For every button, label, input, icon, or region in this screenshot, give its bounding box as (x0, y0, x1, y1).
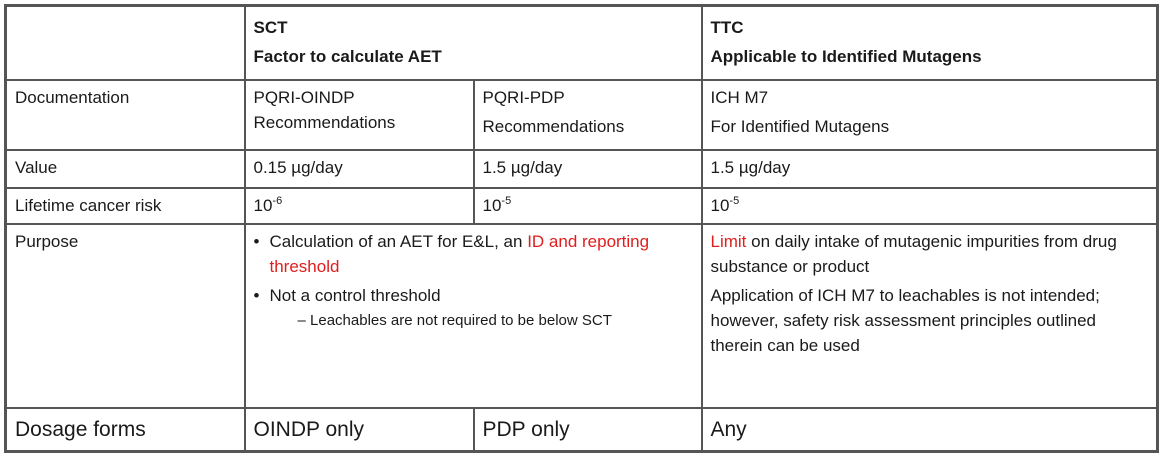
risk-pdp-base: 10 (482, 195, 502, 215)
dosage-row (6, 408, 1158, 452)
value-label: Value (6, 150, 245, 188)
purpose-sct-cell (245, 224, 702, 408)
risk-ttc-base: 10 (710, 195, 730, 215)
dosage-pdp: PDP only (474, 408, 702, 452)
purpose-sct-bullet-2 (254, 283, 693, 308)
risk-pdp-cell (474, 188, 702, 224)
documentation-pdp-line2: Recommendations (482, 116, 625, 136)
purpose-ttc-para-1-text: on daily intake of mutagenic impurities from drug substance or product (710, 231, 1117, 276)
value-ttc: 1.5 µg/day (702, 150, 1158, 188)
comparison-table (4, 4, 1159, 453)
dosage-label: Dosage forms (6, 408, 245, 452)
purpose-sct-bullet-1-text: Calculation of an AET for E&L, an (269, 231, 528, 251)
value-row (6, 150, 1158, 188)
documentation-ttc-line2: For Identified Mutagens (710, 116, 890, 136)
value-oindp: 0.15 µg/day (245, 150, 474, 188)
purpose-ttc-para-2: Application of ICH M7 to leachables is not intended; however, safety risk assessment principles outlined therein can be used (710, 285, 1100, 355)
purpose-sct-bullet-1 (254, 229, 693, 279)
purpose-sct-bullet-2-text: Not a control threshold (269, 285, 441, 305)
purpose-row (6, 224, 1158, 408)
dosage-oindp: OINDP only (245, 408, 474, 452)
dosage-ttc: Any (702, 408, 1158, 452)
risk-oindp-exponent: -6 (272, 194, 283, 207)
sct-title: SCT (253, 18, 288, 37)
ttc-title: TTC (710, 18, 744, 37)
ttc-subtitle: Applicable to Identified Mutagens (710, 47, 982, 66)
documentation-ttc-cell (702, 80, 1158, 150)
documentation-oindp-line1: PQRI-OINDP (253, 87, 355, 107)
purpose-ttc-para-1 (711, 229, 1149, 279)
purpose-sct-bullet-1-highlight: ID and reporting threshold (269, 231, 650, 276)
header-row (6, 6, 1158, 80)
documentation-label: Documentation (6, 80, 245, 150)
header-empty-cell (6, 6, 245, 80)
sct-header-cell (245, 6, 702, 80)
value-pdp: 1.5 µg/day (474, 150, 702, 188)
purpose-ttc-cell (702, 224, 1158, 408)
risk-label: Lifetime cancer risk (6, 188, 245, 224)
documentation-ttc-line1: ICH M7 (710, 87, 769, 107)
purpose-ttc-highlight: Limit (710, 231, 747, 251)
ttc-header-cell (702, 6, 1158, 80)
documentation-row (6, 80, 1158, 150)
documentation-oindp-line2: Recommendations (253, 112, 396, 132)
bullet-symbol: • (253, 231, 260, 251)
risk-ttc-cell (702, 188, 1158, 224)
documentation-pdp-cell (474, 80, 702, 150)
risk-oindp-cell (245, 188, 474, 224)
risk-ttc-exponent: -5 (729, 194, 740, 207)
sct-subtitle: Factor to calculate AET (253, 47, 442, 66)
bullet-symbol: • (253, 285, 260, 305)
risk-oindp-base: 10 (253, 195, 273, 215)
documentation-oindp-cell (245, 80, 474, 150)
risk-pdp-exponent: -5 (501, 194, 512, 207)
risk-row (6, 188, 1158, 224)
documentation-pdp-line1: PQRI-PDP (482, 87, 565, 107)
purpose-sct-sub-item: – Leachables are not required to be below SCT (297, 311, 612, 329)
purpose-label: Purpose (6, 224, 245, 408)
purpose-sct-bullet-1-content (270, 229, 693, 279)
